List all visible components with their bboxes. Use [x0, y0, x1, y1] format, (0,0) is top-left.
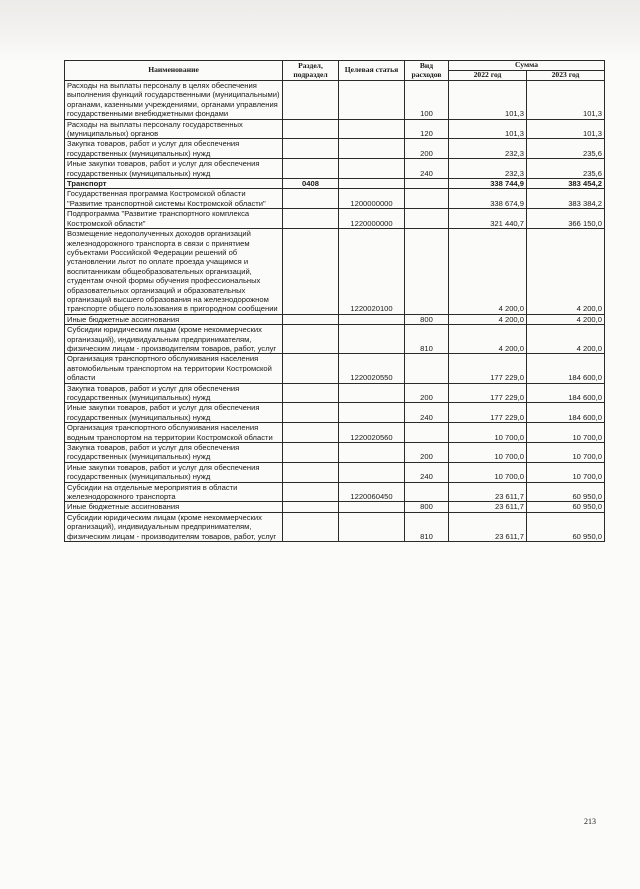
- cell-expense-type: 810: [405, 325, 449, 354]
- cell-2022: 321 440,7: [449, 209, 527, 229]
- cell-expense-type: [405, 179, 449, 189]
- cell-expense-type: 200: [405, 139, 449, 159]
- cell-2023: 184 600,0: [527, 383, 605, 403]
- cell-section: 0408: [283, 179, 339, 189]
- cell-expense-type: 100: [405, 81, 449, 120]
- cell-target: [339, 502, 405, 512]
- table-row: [65, 81, 605, 120]
- cell-section: [283, 423, 339, 443]
- cell-section: [283, 229, 339, 315]
- cell-expense-type: 800: [405, 502, 449, 512]
- cell-2022: 10 700,0: [449, 462, 527, 482]
- header-sum: Сумма: [449, 61, 605, 71]
- table-row: [65, 512, 605, 541]
- cell-name: Расходы на выплаты персоналу в целях обеспечения выполнения функций государственными (муниципальными) органами, казенными учреждениями, органами управления государственными внебюджетными фондами: [65, 81, 283, 120]
- cell-section: [283, 462, 339, 482]
- cell-2022: 23 611,7: [449, 482, 527, 502]
- cell-name: Закупка товаров, работ и услуг для обеспечения государственных (муниципальных) нужд: [65, 443, 283, 463]
- cell-section: [283, 159, 339, 179]
- table-row: [65, 314, 605, 324]
- cell-name: Организация транспортного обслуживания населения автомобильным транспортом на территории Костромской области: [65, 354, 283, 383]
- cell-name: Возмещение недополученных доходов организаций железнодорожного транспорта в связи с принятием субъектами Российской Федерации решений об установлении льгот по оплате проезда учащимся и воспитанникам общеобразовательных организаций, студентам очной формы обучения профессиональных образовательных организаций и образовательных организаций высшего образования на железнодорожном транспорте общего пользования в пригородном сообщении: [65, 229, 283, 315]
- cell-name: Транспорт: [65, 179, 283, 189]
- cell-2022: 232,3: [449, 139, 527, 159]
- cell-section: [283, 139, 339, 159]
- cell-target: 1220020550: [339, 354, 405, 383]
- cell-2022: 23 611,7: [449, 512, 527, 541]
- cell-2023: 184 600,0: [527, 403, 605, 423]
- cell-target: 1200000000: [339, 189, 405, 209]
- cell-name: Расходы на выплаты персоналу государственных (муниципальных) органов: [65, 119, 283, 139]
- cell-2023: 10 700,0: [527, 423, 605, 443]
- scan-shadow: [0, 0, 640, 60]
- cell-target: [339, 119, 405, 139]
- cell-target: [339, 325, 405, 354]
- cell-2023: 101,3: [527, 119, 605, 139]
- cell-section: [283, 512, 339, 541]
- cell-name: Закупка товаров, работ и услуг для обеспечения государственных (муниципальных) нужд: [65, 139, 283, 159]
- cell-name: Субсидии на отдельные мероприятия в области железнодорожного транспорта: [65, 482, 283, 502]
- header-expense-type: Вид расходов: [405, 61, 449, 81]
- cell-expense-type: [405, 229, 449, 315]
- cell-2023: 4 200,0: [527, 314, 605, 324]
- cell-section: [283, 325, 339, 354]
- header-year-2023: 2023 год: [527, 71, 605, 81]
- cell-expense-type: [405, 423, 449, 443]
- cell-2022: 177 229,0: [449, 383, 527, 403]
- cell-target: [339, 462, 405, 482]
- table-row: [65, 502, 605, 512]
- cell-2023: 4 200,0: [527, 325, 605, 354]
- cell-2022: 4 200,0: [449, 314, 527, 324]
- table-row: [65, 403, 605, 423]
- cell-2023: 383 384,2: [527, 189, 605, 209]
- cell-section: [283, 502, 339, 512]
- cell-expense-type: [405, 209, 449, 229]
- cell-target: 1220000000: [339, 209, 405, 229]
- cell-2023: 101,3: [527, 81, 605, 120]
- cell-2023: 4 200,0: [527, 229, 605, 315]
- cell-2023: 60 950,0: [527, 502, 605, 512]
- cell-name: Субсидии юридическим лицам (кроме некоммерческих организаций), индивидуальным предпринимателям, физическим лицам - производителям товаров, работ, услуг: [65, 325, 283, 354]
- cell-2022: 177 229,0: [449, 403, 527, 423]
- table-row: [65, 139, 605, 159]
- cell-section: [283, 209, 339, 229]
- table-row: [65, 482, 605, 502]
- cell-2022: 10 700,0: [449, 423, 527, 443]
- cell-name: Закупка товаров, работ и услуг для обеспечения государственных (муниципальных) нужд: [65, 383, 283, 403]
- cell-expense-type: [405, 482, 449, 502]
- cell-name: Иные закупки товаров, работ и услуг для обеспечения государственных (муниципальных) нужд: [65, 462, 283, 482]
- table-row: [65, 179, 605, 189]
- cell-2023: 10 700,0: [527, 462, 605, 482]
- cell-2022: 101,3: [449, 81, 527, 120]
- cell-section: [283, 403, 339, 423]
- cell-section: [283, 189, 339, 209]
- cell-expense-type: 810: [405, 512, 449, 541]
- table-body: [65, 81, 605, 542]
- cell-target: [339, 159, 405, 179]
- cell-target: [339, 443, 405, 463]
- cell-expense-type: 240: [405, 403, 449, 423]
- table-row: [65, 325, 605, 354]
- table-row: [65, 189, 605, 209]
- cell-2022: 4 200,0: [449, 229, 527, 315]
- table-row: [65, 443, 605, 463]
- cell-target: [339, 314, 405, 324]
- cell-2022: 4 200,0: [449, 325, 527, 354]
- cell-target: 1220060450: [339, 482, 405, 502]
- cell-section: [283, 383, 339, 403]
- cell-name: Подпрограмма "Развитие транспортного комплекса Костромской области": [65, 209, 283, 229]
- cell-2023: 235,6: [527, 159, 605, 179]
- cell-expense-type: [405, 189, 449, 209]
- cell-name: Субсидии юридическим лицам (кроме некоммерческих организаций), индивидуальным предпринимателям, физическим лицам - производителям товаров, работ, услуг: [65, 512, 283, 541]
- header-section: Раздел, подраздел: [283, 61, 339, 81]
- cell-expense-type: [405, 354, 449, 383]
- table-row: [65, 209, 605, 229]
- cell-expense-type: 800: [405, 314, 449, 324]
- cell-2022: 338 674,9: [449, 189, 527, 209]
- cell-name: Государственная программа Костромской области "Развитие транспортной системы Костромской области": [65, 189, 283, 209]
- cell-section: [283, 81, 339, 120]
- cell-2023: 366 150,0: [527, 209, 605, 229]
- cell-2023: 60 950,0: [527, 512, 605, 541]
- cell-expense-type: 120: [405, 119, 449, 139]
- cell-2023: 383 454,2: [527, 179, 605, 189]
- table-row: [65, 354, 605, 383]
- cell-2022: 101,3: [449, 119, 527, 139]
- cell-expense-type: 200: [405, 383, 449, 403]
- cell-target: [339, 403, 405, 423]
- cell-2023: 235,6: [527, 139, 605, 159]
- cell-section: [283, 314, 339, 324]
- table-row: [65, 383, 605, 403]
- cell-2022: 10 700,0: [449, 443, 527, 463]
- page-number: 213: [584, 817, 596, 826]
- cell-2023: 60 950,0: [527, 482, 605, 502]
- cell-target: [339, 383, 405, 403]
- table-header: [65, 61, 605, 81]
- cell-2022: 338 744,9: [449, 179, 527, 189]
- cell-expense-type: 240: [405, 159, 449, 179]
- cell-section: [283, 482, 339, 502]
- cell-name: Организация транспортного обслуживания населения водным транспортом на территории Костромской области: [65, 423, 283, 443]
- cell-expense-type: 200: [405, 443, 449, 463]
- header-target: Целевая статья: [339, 61, 405, 81]
- table-row: [65, 462, 605, 482]
- cell-name: Иные бюджетные ассигнования: [65, 502, 283, 512]
- cell-section: [283, 119, 339, 139]
- cell-2023: 10 700,0: [527, 443, 605, 463]
- cell-2022: 232,3: [449, 159, 527, 179]
- table-row: [65, 159, 605, 179]
- cell-section: [283, 354, 339, 383]
- cell-expense-type: 240: [405, 462, 449, 482]
- budget-table: [64, 60, 605, 542]
- table-row: [65, 119, 605, 139]
- cell-2023: 184 600,0: [527, 354, 605, 383]
- header-year-2022: 2022 год: [449, 71, 527, 81]
- header-name: Наименование: [65, 61, 283, 81]
- cell-target: 1220020100: [339, 229, 405, 315]
- cell-2022: 23 611,7: [449, 502, 527, 512]
- cell-name: Иные закупки товаров, работ и услуг для обеспечения государственных (муниципальных) нужд: [65, 403, 283, 423]
- table-row: [65, 423, 605, 443]
- cell-target: [339, 139, 405, 159]
- cell-target: [339, 81, 405, 120]
- cell-2022: 177 229,0: [449, 354, 527, 383]
- table-row: [65, 229, 605, 315]
- cell-section: [283, 443, 339, 463]
- cell-target: [339, 179, 405, 189]
- cell-name: Иные бюджетные ассигнования: [65, 314, 283, 324]
- cell-target: 1220020560: [339, 423, 405, 443]
- cell-name: Иные закупки товаров, работ и услуг для обеспечения государственных (муниципальных) нужд: [65, 159, 283, 179]
- cell-target: [339, 512, 405, 541]
